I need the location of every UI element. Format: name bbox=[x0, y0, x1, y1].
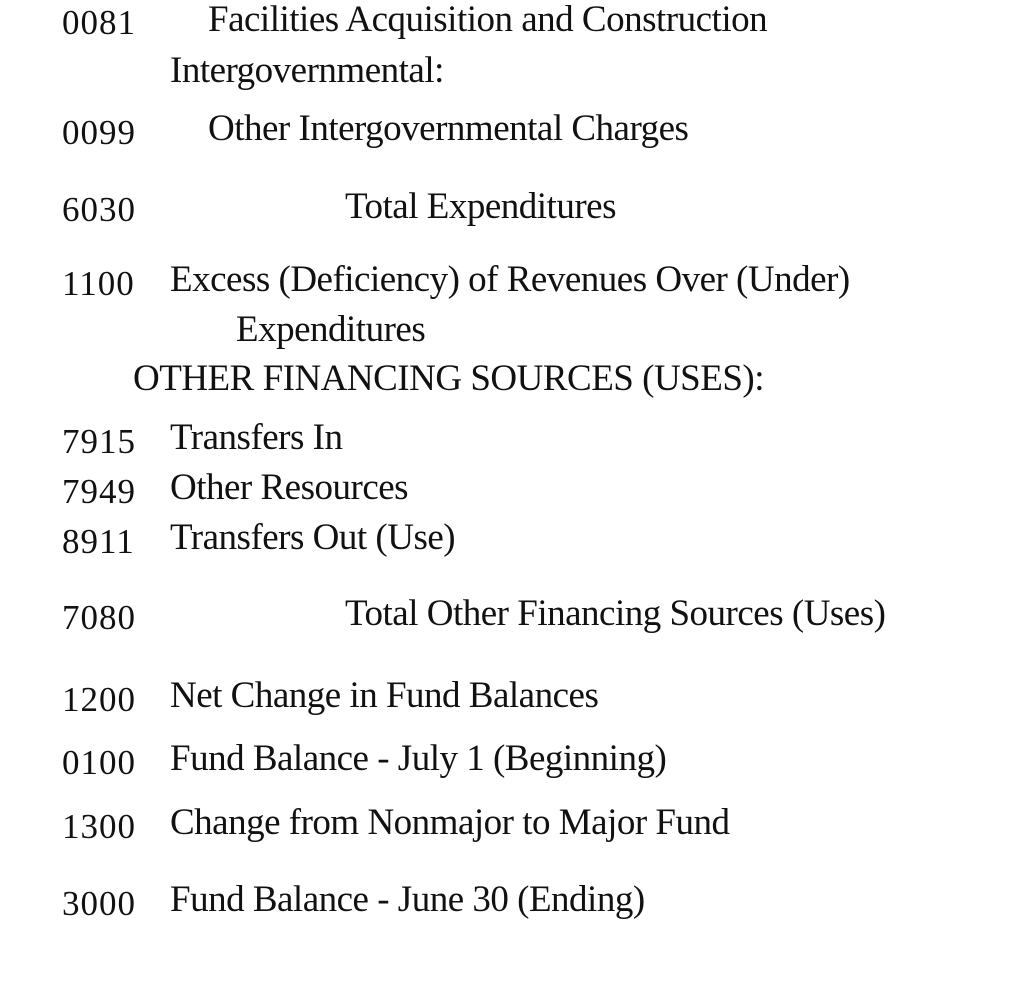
line-label: Other Intergovernmental Charges bbox=[208, 108, 689, 149]
line-label: Excess (Deficiency) of Revenues Over (Under) bbox=[170, 259, 850, 300]
total-label: Total Expenditures bbox=[345, 186, 616, 227]
line-code: 7949 bbox=[62, 472, 136, 511]
line-code: 0099 bbox=[62, 113, 136, 152]
line-code: 1300 bbox=[62, 807, 136, 846]
line-label: Fund Balance - June 30 (Ending) bbox=[170, 879, 645, 920]
line-label: Change from Nonmajor to Major Fund bbox=[170, 802, 730, 843]
line-code: 0100 bbox=[62, 743, 136, 782]
line-code: 1100 bbox=[62, 264, 135, 303]
total-label: Total Other Financing Sources (Uses) bbox=[345, 593, 886, 634]
line-code: 3000 bbox=[62, 884, 136, 923]
line-code: 8911 bbox=[62, 522, 135, 561]
line-label: Transfers In bbox=[170, 417, 343, 458]
line-label: Transfers Out (Use) bbox=[170, 517, 456, 558]
line-label: Facilities Acquisition and Construction bbox=[208, 0, 768, 40]
line-label-continuation: Expenditures bbox=[236, 309, 426, 350]
line-code: 6030 bbox=[62, 190, 136, 229]
line-label: Net Change in Fund Balances bbox=[170, 675, 599, 716]
line-code: 0081 bbox=[62, 3, 136, 42]
line-code: 1200 bbox=[62, 680, 136, 719]
line-code: 7080 bbox=[62, 598, 136, 637]
section-subheading: Intergovernmental: bbox=[170, 50, 444, 91]
section-heading: OTHER FINANCING SOURCES (USES): bbox=[133, 358, 765, 399]
line-label: Fund Balance - July 1 (Beginning) bbox=[170, 738, 667, 779]
line-code: 7915 bbox=[62, 422, 136, 461]
line-label: Other Resources bbox=[170, 467, 409, 508]
